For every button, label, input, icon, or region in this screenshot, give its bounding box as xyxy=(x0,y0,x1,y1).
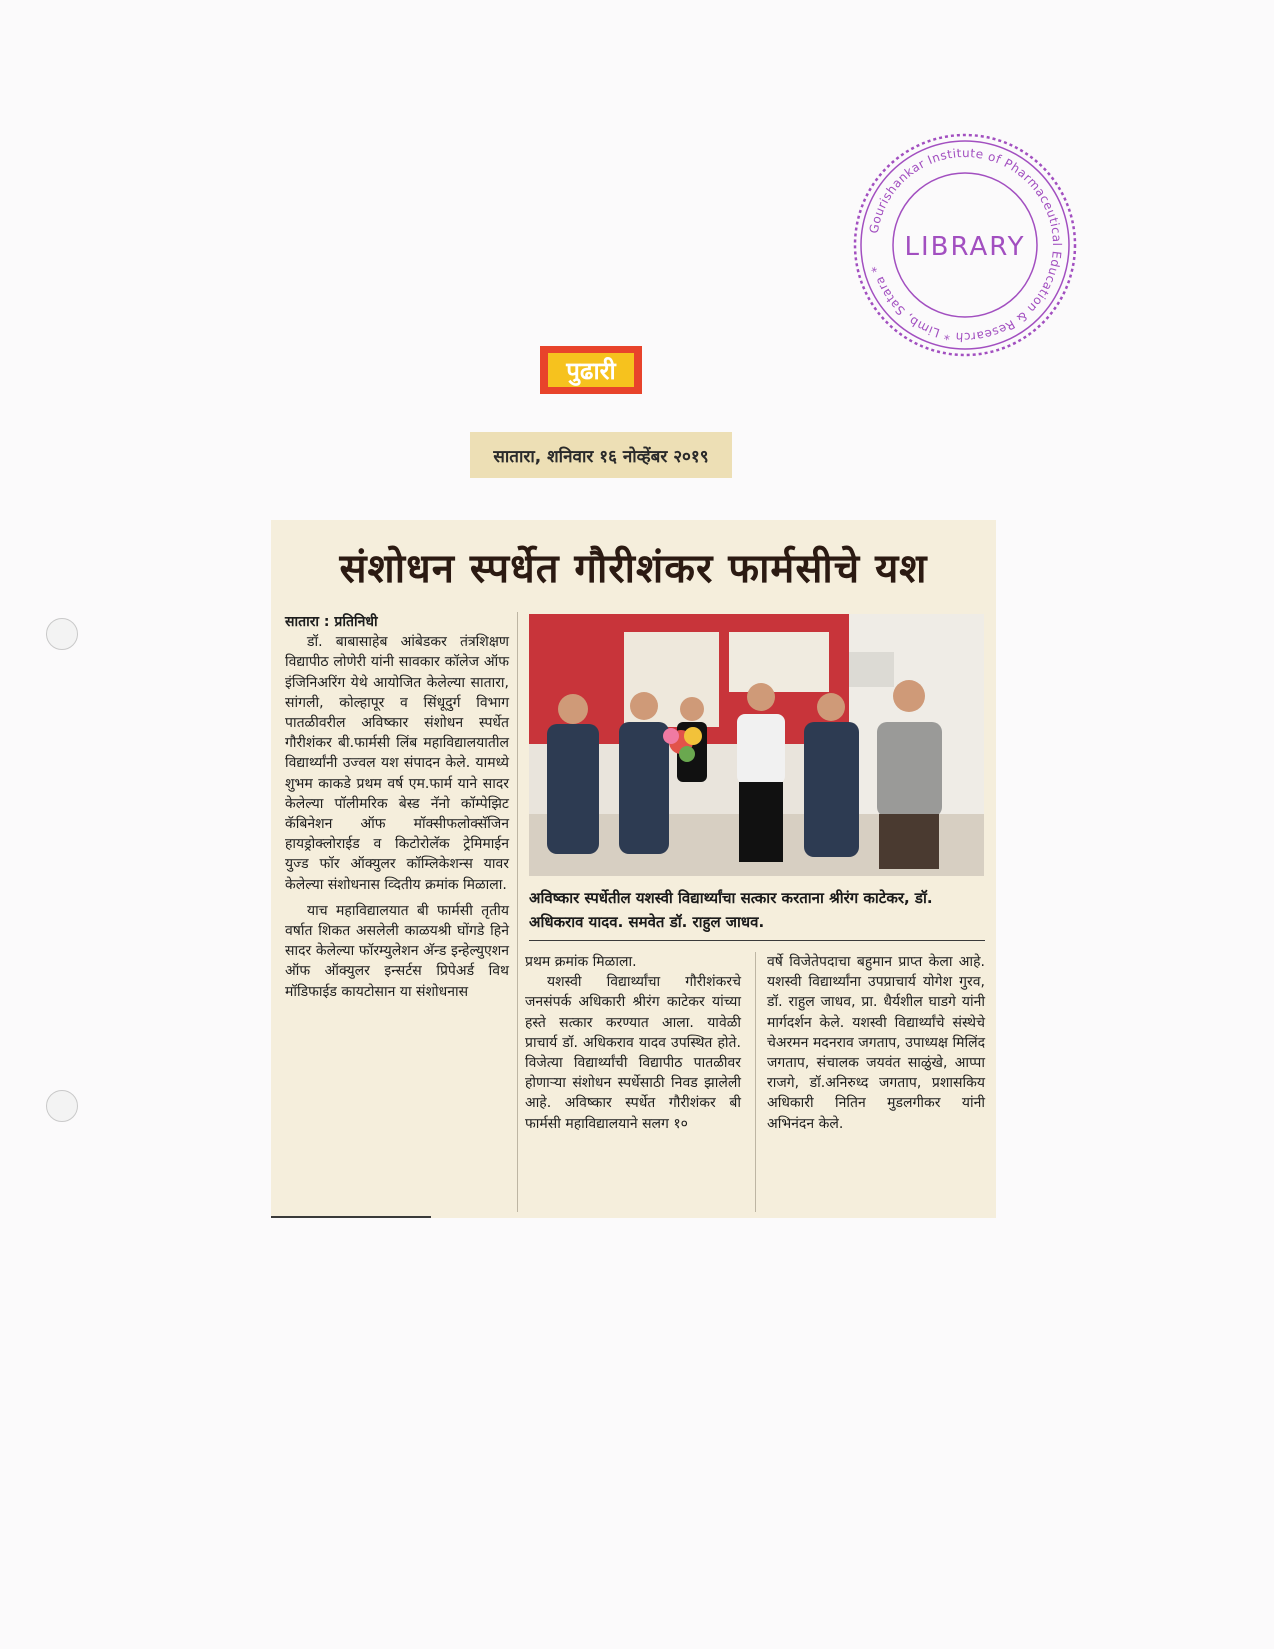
newspaper-logo xyxy=(540,346,642,394)
bottom-rule xyxy=(271,1216,431,1218)
stamp-center-text: LIBRARY xyxy=(904,232,1026,262)
photo-caption: अविष्कार स्पर्धेतील यशस्वी विद्यार्थ्यांचा सत्कार करताना श्रीरंग काटेकर, डॉ. अधिकराव यादव. समवेत डॉ. राहुल जाधव. xyxy=(529,889,933,931)
column-rule xyxy=(517,612,518,1212)
punch-hole-top xyxy=(46,618,78,650)
paragraph: याच महाविद्यालयात बी फार्मसी तृतीय वर्षात शिकत असलेली काळयश्री घोंगडे हिने सादर केलेल्या फॉरम्युलेशन अ‍ॅन्ड इन्हेल्युएशन ऑफ ऑक्युलर इन्सर्टस प्रिपेअर्ड विथ मॉडिफाईड कायटोसान या संशोधनास xyxy=(285,902,509,1000)
headline: संशोधन स्पर्धेत गौरीशंकर फार्मसीचे यश xyxy=(339,544,928,592)
byline: सातारा : प्रतिनिधी xyxy=(285,614,378,630)
library-stamp xyxy=(850,130,1080,360)
stamp-ring-text: Gourishankar Institute of Pharmaceutical Education & Research * Limb, Satara * xyxy=(866,145,1065,345)
dateline: सातारा, शनिवार १६ नोव्हेंबर २०१९ xyxy=(470,432,732,478)
news-clipping xyxy=(271,520,996,1218)
article-column-3 xyxy=(767,952,985,1134)
news-photo xyxy=(529,614,984,876)
caption-divider xyxy=(529,940,985,941)
newspaper-logo-text: पुढारी xyxy=(548,353,634,387)
column-rule xyxy=(755,952,756,1212)
paragraph: प्रथम क्रमांक मिळाला. xyxy=(525,954,637,970)
paragraph: डॉ. बाबासाहेब आंबेडकर तंत्रशिक्षण विद्यापीठ लोणेरी यांनी सावकार कॉलेज ऑफ इंजिनिअरिंग येथे आयोजित केलेल्या सातारा, सांगली, कोल्हापूर व सिंधूदुर्ग विभाग पातळीवरील अविष्कार संशोधन स्पर्धेत गौरीशंकर बी.फार्मसी लिंब महाविद्यालयातील विद्यार्थ्यांनी उज्वल यश संपादन केले. यामध्ये शुभम काकडे प्रथम वर्ष एम.फार्म याने सादर केलेल्या पॉलीमरिक बेस्ड नॅनो कॉम्पेझिट कॅबिनेशन ऑफ मॉक्सीफलोक्सॅजिन हायड्रोक्लोराईड व किटोरोलॅक ट्रेमिमाईन युज्ड फॉर ऑक्युलर कॉम्लिकेशन्स यावर केलेल्या संशोधनास व्दितीय क्रमांक मिळाला. xyxy=(285,634,509,893)
article-column-1 xyxy=(285,612,509,1002)
article-column-2 xyxy=(525,952,741,1134)
paragraph: यशस्वी विद्यार्थ्यांचा गौरीशंकरचे जनसंपर्क अधिकारी श्रीरंग काटेकर यांच्या हस्ते सत्कार करण्यात आला. यावेळी प्राचार्य डॉ. अधिकराव यादव उपस्थित होते. विजेत्या विद्यार्थ्यांची विद्यापीठ पातळीवर होणाऱ्या संशोधन स्पर्धेसाठी निवड झालेली आहे. अविष्कार स्पर्धेत गौरीशंकर बी फार्मसी महाविद्यालयाने सलग १० xyxy=(525,974,741,1132)
punch-hole-bottom xyxy=(46,1090,78,1122)
paragraph: वर्षे विजेतेपदाचा बहुमान प्राप्त केला आहे. यशस्वी विद्यार्थ्यांना उपप्राचार्य योगेश गुरव, डॉ. राहुल जाधव, प्रा. धैर्यशील घाडगे यांनी मार्गदर्शन केले. यशस्वी विद्यार्थ्यांचे संस्थेचे चेअरमन मदनराव जगताप, उपाध्यक्ष मिलिंद जगताप, संचालक जयवंत साळुंखे, आप्पा राजगे, डॉ.अनिरुध्द जगताप, प्रशासकिय अधिकारी नितिन मुडलगीकर यांनी अभिनंदन केले. xyxy=(767,954,985,1132)
